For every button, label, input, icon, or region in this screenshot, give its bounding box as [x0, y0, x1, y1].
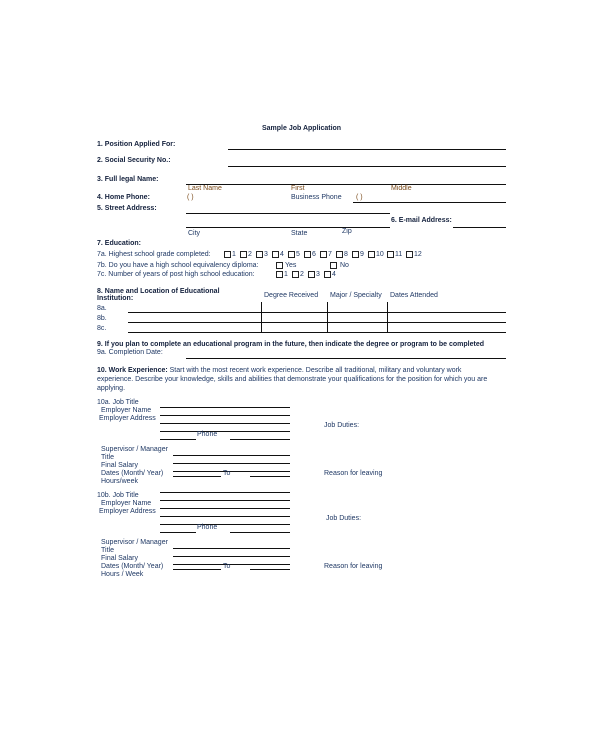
diploma-label: 7b. Do you have a high school equivalency diploma: [97, 262, 259, 269]
ssn-field[interactable] [228, 166, 506, 167]
grade-6-label: 6 [312, 251, 316, 258]
city-state-zip-field[interactable] [186, 227, 390, 228]
hours-label: Hours/week [101, 478, 138, 485]
work-experience-text: Start with the most recent work experience. Describe all traditional, military and voluntary work experience. Describe your knowledge, skills and abilities that demonstrate your qualifications for the position for which you are applying. [97, 367, 488, 392]
supervisor-field-line[interactable] [173, 548, 290, 549]
completion-date-field[interactable] [186, 358, 506, 359]
grade-4-checkbox[interactable] [272, 251, 279, 258]
job-field-line[interactable] [160, 492, 290, 493]
work-experience-label: 10. Work Experience: [97, 367, 168, 374]
full-name-field[interactable] [186, 184, 506, 185]
last-name-caption: Last Name [188, 185, 222, 192]
table-divider [327, 302, 328, 332]
employer-address-label: Employer Address [99, 415, 156, 422]
title-label: Title [101, 454, 114, 461]
supervisor-label: Supervisor / Manager [101, 446, 168, 453]
zip-caption: Zip [342, 228, 352, 235]
years-2-checkbox[interactable] [292, 271, 299, 278]
diploma-no-checkbox[interactable] [330, 262, 337, 269]
dates-label: Dates (Month/ Year) [101, 470, 164, 477]
home-phone-label: 4. Home Phone: [97, 194, 150, 201]
row-8b: 8b. [97, 315, 107, 322]
employer-name-label: Employer Name [101, 407, 152, 414]
dates-label: Dates (Month/ Year) [101, 563, 164, 570]
grade-12-checkbox[interactable] [406, 251, 413, 258]
years-3-checkbox[interactable] [308, 271, 315, 278]
table-line[interactable] [128, 312, 506, 313]
grade-7-label: 7 [328, 251, 332, 258]
institution-label-2: Institution: [97, 295, 134, 302]
email-field[interactable] [453, 227, 506, 228]
grade-8-label: 8 [344, 251, 348, 258]
state-caption: State [291, 230, 308, 237]
ssn-label: 2. Social Security No.: [97, 157, 171, 164]
yes-label: Yes [285, 262, 297, 269]
years-4-label: 4 [332, 271, 336, 278]
phone-label: Phone [197, 524, 218, 531]
supervisor-field-line[interactable] [173, 463, 290, 464]
to-label: To [223, 470, 231, 477]
document-title: Sample Job Application [262, 125, 342, 132]
position-label: 1. Position Applied For: [97, 141, 176, 148]
supervisor-field-line[interactable] [173, 564, 290, 565]
grade-2-checkbox[interactable] [240, 251, 247, 258]
future-education-label: 9. If you plan to complete an educational program in the future, then indicate the degree or program to be completed [97, 341, 484, 348]
title-label: Title [101, 547, 114, 554]
final-salary-label: Final Salary [101, 462, 138, 469]
job-field-line[interactable] [160, 508, 290, 509]
grade-11-checkbox[interactable] [387, 251, 394, 258]
job-title-label: 10a. Job Title [97, 399, 139, 406]
reason-for-leaving-label: Reason for leaving [324, 470, 383, 477]
grade-12-label: 12 [414, 251, 422, 258]
first-name-caption: First [291, 185, 305, 192]
supervisor-field-line[interactable] [173, 556, 290, 557]
years-1-checkbox[interactable] [276, 271, 283, 278]
to-label: To [223, 563, 231, 570]
business-phone-label: Business Phone [291, 194, 342, 201]
phone-field-left[interactable] [160, 439, 196, 440]
grade-1-label: 1 [232, 251, 236, 258]
post-hs-years-label: 7c. Number of years of post high school education: [97, 271, 255, 278]
education-label: 7. Education: [97, 240, 141, 247]
reason-for-leaving-label: Reason for leaving [324, 563, 383, 570]
col-dates: Dates Attended [390, 292, 438, 299]
work-experience-intro [97, 366, 497, 393]
diploma-yes-checkbox[interactable] [276, 262, 283, 269]
job-field-line[interactable] [160, 423, 290, 424]
street-address-label: 5. Street Address: [97, 205, 157, 212]
years-1-label: 1 [284, 271, 288, 278]
grade-label: 7a. Highest school grade completed: [97, 251, 211, 258]
grade-11-label: 11 [395, 251, 403, 258]
position-field[interactable] [228, 149, 506, 150]
table-line[interactable] [128, 332, 506, 333]
supervisor-label: Supervisor / Manager [101, 539, 168, 546]
business-phone-parens[interactable]: ( ) [356, 194, 363, 201]
job-field-line[interactable] [160, 407, 290, 408]
grade-7-checkbox[interactable] [320, 251, 327, 258]
col-major: Major / Specialty [330, 292, 382, 299]
table-divider [387, 302, 388, 332]
date-to-field[interactable] [250, 476, 290, 477]
business-phone-field[interactable] [353, 202, 506, 203]
grade-3-label: 3 [264, 251, 268, 258]
job-field-line[interactable] [160, 500, 290, 501]
supervisor-field-line[interactable] [173, 471, 290, 472]
col-degree: Degree Received [264, 292, 319, 299]
years-4-checkbox[interactable] [324, 271, 331, 278]
years-2-label: 2 [300, 271, 304, 278]
grade-3-checkbox[interactable] [256, 251, 263, 258]
completion-date-label: 9a. Completion Date: [97, 349, 163, 356]
grade-9-label: 9 [360, 251, 364, 258]
grade-6-checkbox[interactable] [304, 251, 311, 258]
grade-1-checkbox[interactable] [224, 251, 231, 258]
city-caption: City [188, 230, 201, 237]
job-title-label: 10b. Job Title [97, 492, 139, 499]
table-divider [261, 302, 262, 332]
grade-2-label: 2 [248, 251, 252, 258]
grade-10-label: 10 [376, 251, 384, 258]
grade-10-checkbox[interactable] [368, 251, 375, 258]
grade-8-checkbox[interactable] [336, 251, 343, 258]
street-address-field[interactable] [186, 213, 390, 214]
final-salary-label: Final Salary [101, 555, 138, 562]
grade-9-checkbox[interactable] [352, 251, 359, 258]
job-duties-label: Job Duties: [326, 515, 362, 522]
date-from-field[interactable] [173, 569, 221, 570]
employer-name-label: Employer Name [101, 500, 152, 507]
grade-5-label: 5 [296, 251, 300, 258]
email-label: 6. E-mail Address: [391, 217, 452, 224]
hours-label: Hours / Week [101, 571, 144, 578]
table-line[interactable] [128, 322, 506, 323]
full-name-label: 3. Full legal Name: [97, 176, 159, 183]
institution-label: 8. Name and Location of Educational [97, 288, 220, 295]
phone-field-left[interactable] [160, 532, 196, 533]
row-8a: 8a. [97, 305, 107, 312]
middle-name-caption: Middle [391, 185, 412, 192]
phone-field[interactable] [230, 439, 290, 440]
date-to-field[interactable] [250, 569, 290, 570]
job-field-line[interactable] [160, 524, 290, 525]
job-field-line[interactable] [160, 516, 290, 517]
job-field-line[interactable] [160, 415, 290, 416]
date-from-field[interactable] [173, 476, 221, 477]
grade-4-label: 4 [280, 251, 284, 258]
phone-field[interactable] [230, 532, 290, 533]
years-3-label: 3 [316, 271, 320, 278]
employer-address-label: Employer Address [99, 508, 156, 515]
no-label: No [340, 262, 349, 269]
job-field-line[interactable] [160, 431, 290, 432]
row-8c: 8c. [97, 325, 107, 332]
supervisor-field-line[interactable] [173, 455, 290, 456]
home-phone-parens[interactable]: ( ) [187, 194, 194, 201]
phone-label: Phone [197, 431, 218, 438]
job-duties-label: Job Duties: [324, 422, 360, 429]
grade-5-checkbox[interactable] [288, 251, 295, 258]
